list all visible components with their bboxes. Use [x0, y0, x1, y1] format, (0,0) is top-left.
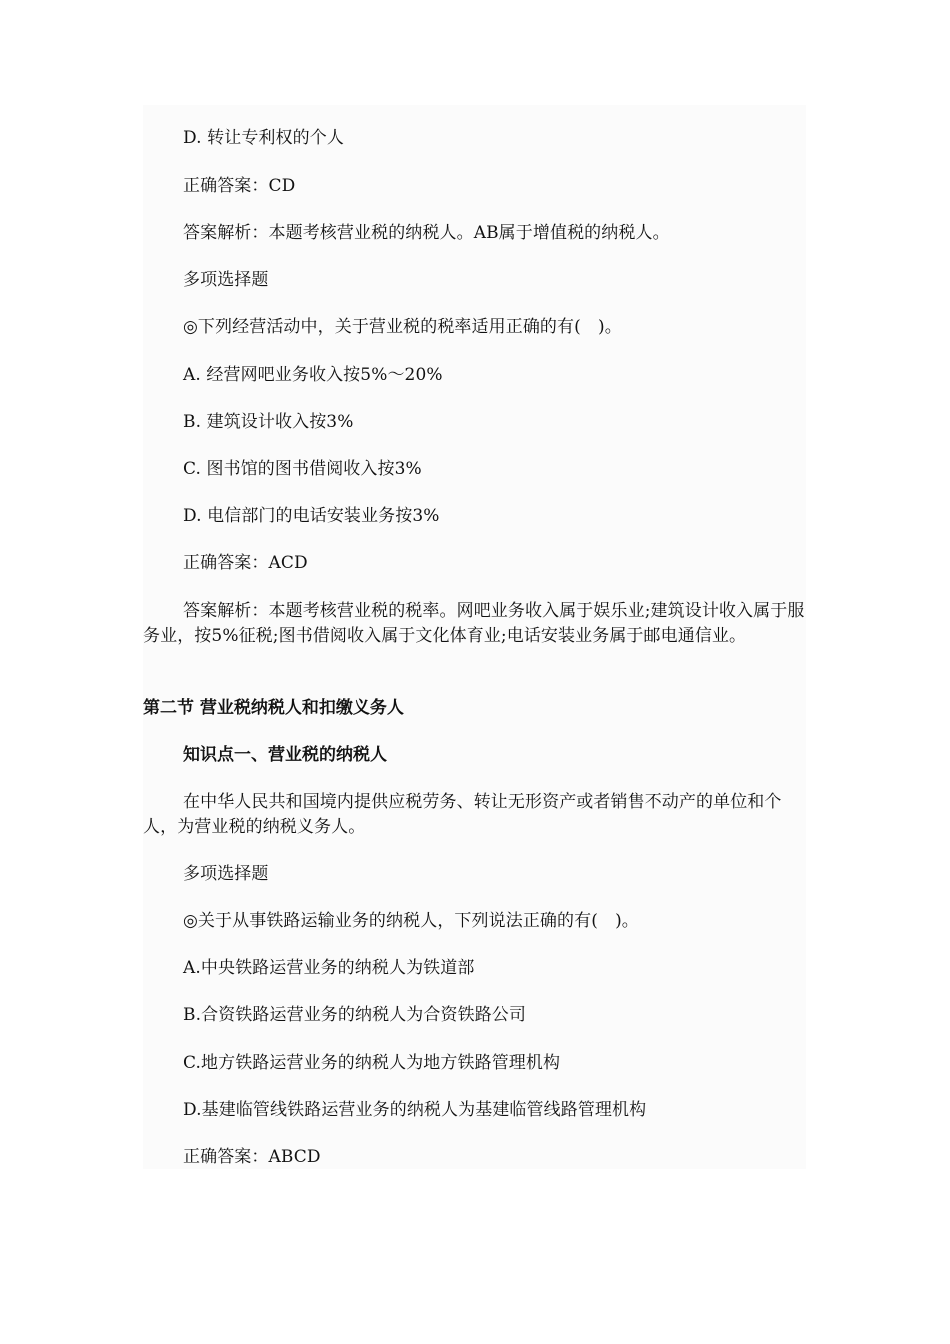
q2-stem: ◎下列经营活动中，关于营业税的税率适用正确的有( )。: [183, 317, 622, 337]
q2-analysis: 答案解析：本题考核营业税的税率。网吧业务收入属于娱乐业;建筑设计收入属于服务业，按5%征税;图书借阅收入属于文化体育业;电话安装业务属于邮电通信业。: [143, 601, 805, 646]
q3-option-d: D.基建临管线铁路运营业务的纳税人为基建临管线路管理机构: [183, 1100, 647, 1120]
q2-answer: 正确答案：ACD: [183, 553, 308, 573]
q2-type: 多项选择题: [183, 270, 269, 290]
q1-answer: 正确答案：CD: [183, 176, 296, 196]
document-page: [143, 105, 806, 1169]
q2-option-d: D. 电信部门的电话安装业务按3%: [183, 506, 440, 526]
q2-option-b: B. 建筑设计收入按3%: [183, 412, 354, 432]
q3-option-a: A.中央铁路运营业务的纳税人为铁道部: [183, 958, 475, 978]
q2-option-c: C. 图书馆的图书借阅收入按3%: [183, 459, 422, 479]
q1-analysis: 答案解析：本题考核营业税的纳税人。AB属于增值税的纳税人。: [183, 223, 670, 243]
section-title: 第二节 营业税纳税人和扣缴义务人: [143, 698, 404, 718]
knowledge-point-title: 知识点一、营业税的纳税人: [183, 745, 387, 765]
knowledge-point-text: 在中华人民共和国境内提供应税劳务、转让无形资产或者销售不动产的单位和个人，为营业税的纳税义务人。: [143, 792, 782, 837]
q3-type: 多项选择题: [183, 864, 269, 884]
q1-option-d: D. 转让专利权的个人: [183, 128, 344, 148]
q3-stem: ◎关于从事铁路运输业务的纳税人，下列说法正确的有( )。: [183, 911, 639, 931]
q3-answer: 正确答案：ABCD: [183, 1147, 321, 1167]
q3-option-c: C.地方铁路运营业务的纳税人为地方铁路管理机构: [183, 1053, 561, 1073]
q3-option-b: B.合资铁路运营业务的纳税人为合资铁路公司: [183, 1005, 526, 1025]
q2-option-a: A. 经营网吧业务收入按5%～20%: [183, 365, 443, 385]
